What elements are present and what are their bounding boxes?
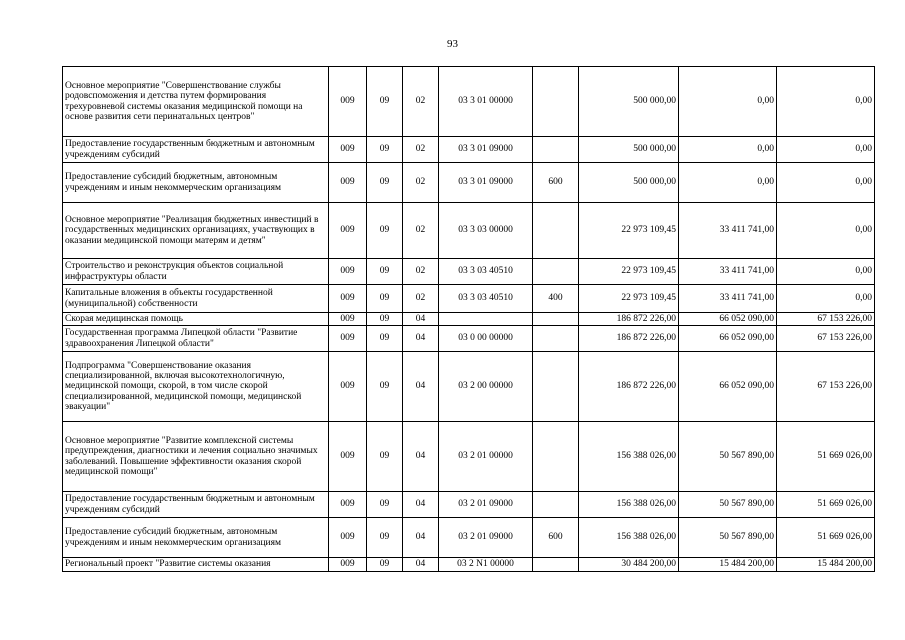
subsection-code-cell: 04 [403,326,439,352]
amount-year2-cell: 15 484 200,00 [679,558,777,572]
amount-year1-cell: 156 388 026,00 [579,422,679,492]
row-name-cell: Капитальные вложения в объекты государственной (муниципальной) собственности [63,285,329,313]
target-article-cell: 03 3 01 09000 [439,163,533,203]
table-row [63,137,875,163]
amount-year3-cell: 0,00 [777,259,875,285]
amount-year3-cell: 51 669 026,00 [777,518,875,558]
table-row [63,492,875,518]
section-code-cell: 09 [367,352,403,422]
expense-type-cell [533,137,579,163]
expense-type-cell [533,558,579,572]
ministry-code-cell: 009 [329,67,367,137]
amount-year2-cell: 33 411 741,00 [679,203,777,259]
target-article-cell: 03 2 01 09000 [439,518,533,558]
amount-year3-cell: 15 484 200,00 [777,558,875,572]
amount-year2-cell: 66 052 090,00 [679,352,777,422]
amount-year1-cell: 156 388 026,00 [579,492,679,518]
ministry-code-cell: 009 [329,518,367,558]
subsection-code-cell: 04 [403,558,439,572]
subsection-code-cell: 02 [403,285,439,313]
budget-table [62,66,875,572]
expense-type-cell [533,422,579,492]
row-name-cell: Основное мероприятие "Развитие комплексной системы предупреждения, диагностики и лечения социально значимых заболеваний. Повышение эффективности оказания скорой медицинской помощи" [63,422,329,492]
expense-type-cell: 400 [533,285,579,313]
row-name-cell: Скорая медицинская помощь [63,313,329,326]
amount-year2-cell: 66 052 090,00 [679,313,777,326]
ministry-code-cell: 009 [329,313,367,326]
row-name-cell: Подпрограмма "Совершенствование оказания специализированной, включая высокотехнологичную, медицинской помощи, скорой, в том числе скорой специализированной, медицинской помощи, медицинской эвакуации" [63,352,329,422]
row-name-cell: Государственная программа Липецкой области "Развитие здравоохранения Липецкой области" [63,326,329,352]
row-name-cell: Предоставление субсидий бюджетным, автономным учреждениям и иным некоммерческим организациям [63,163,329,203]
target-article-cell: 03 3 03 40510 [439,259,533,285]
amount-year1-cell: 500 000,00 [579,137,679,163]
ministry-code-cell: 009 [329,259,367,285]
section-code-cell: 09 [367,313,403,326]
amount-year3-cell: 67 153 226,00 [777,352,875,422]
target-article-cell: 03 3 01 00000 [439,67,533,137]
amount-year3-cell: 0,00 [777,137,875,163]
ministry-code-cell: 009 [329,163,367,203]
amount-year1-cell: 186 872 226,00 [579,326,679,352]
ministry-code-cell: 009 [329,137,367,163]
ministry-code-cell: 009 [329,352,367,422]
table-row [63,326,875,352]
expense-type-cell [533,313,579,326]
page-number: 93 [447,38,458,50]
subsection-code-cell: 04 [403,492,439,518]
amount-year3-cell: 51 669 026,00 [777,492,875,518]
target-article-cell: 03 2 01 00000 [439,422,533,492]
row-name-cell: Предоставление государственным бюджетным и автономным учреждениям субсидий [63,492,329,518]
table-row [63,67,875,137]
expense-type-cell: 600 [533,518,579,558]
amount-year2-cell: 33 411 741,00 [679,259,777,285]
target-article-cell: 03 3 01 09000 [439,137,533,163]
expense-type-cell [533,203,579,259]
table-row [63,352,875,422]
amount-year1-cell: 156 388 026,00 [579,518,679,558]
amount-year2-cell: 66 052 090,00 [679,326,777,352]
amount-year1-cell: 30 484 200,00 [579,558,679,572]
amount-year1-cell: 22 973 109,45 [579,259,679,285]
ministry-code-cell: 009 [329,422,367,492]
amount-year2-cell: 50 567 890,00 [679,518,777,558]
amount-year2-cell: 50 567 890,00 [679,492,777,518]
ministry-code-cell: 009 [329,285,367,313]
subsection-code-cell: 04 [403,518,439,558]
amount-year2-cell: 50 567 890,00 [679,422,777,492]
section-code-cell: 09 [367,518,403,558]
target-article-cell: 03 2 N1 00000 [439,558,533,572]
amount-year2-cell: 0,00 [679,67,777,137]
amount-year3-cell: 0,00 [777,203,875,259]
expense-type-cell [533,259,579,285]
ministry-code-cell: 009 [329,203,367,259]
table-row [63,313,875,326]
section-code-cell: 09 [367,492,403,518]
row-name-cell: Региональный проект "Развитие системы оказания [63,558,329,572]
row-name-cell: Основное мероприятие "Реализация бюджетных инвестиций в государственных медицинских организациях, участвующих в оказании медицинской помощи матерям и детям" [63,203,329,259]
expense-type-cell [533,67,579,137]
section-code-cell: 09 [367,67,403,137]
table-row [63,558,875,572]
subsection-code-cell: 04 [403,352,439,422]
ministry-code-cell: 009 [329,326,367,352]
ministry-code-cell: 009 [329,492,367,518]
amount-year3-cell: 67 153 226,00 [777,326,875,352]
subsection-code-cell: 02 [403,259,439,285]
amount-year1-cell: 186 872 226,00 [579,313,679,326]
section-code-cell: 09 [367,163,403,203]
subsection-code-cell: 02 [403,163,439,203]
expense-type-cell: 600 [533,163,579,203]
section-code-cell: 09 [367,422,403,492]
amount-year3-cell: 0,00 [777,67,875,137]
section-code-cell: 09 [367,558,403,572]
row-name-cell: Основное мероприятие "Совершенствование службы родовспоможения и детства путем формирования трехуровневой системы оказания медицинской помощи на основе развития сети перинатальных центров" [63,67,329,137]
target-article-cell [439,313,533,326]
target-article-cell: 03 2 01 09000 [439,492,533,518]
subsection-code-cell: 02 [403,203,439,259]
amount-year1-cell: 22 973 109,45 [579,203,679,259]
target-article-cell: 03 0 00 00000 [439,326,533,352]
target-article-cell: 03 2 00 00000 [439,352,533,422]
expense-type-cell [533,326,579,352]
amount-year3-cell: 67 153 226,00 [777,313,875,326]
row-name-cell: Предоставление субсидий бюджетным, автономным учреждениям и иным некоммерческим организациям [63,518,329,558]
table-row [63,422,875,492]
amount-year3-cell: 0,00 [777,285,875,313]
amount-year1-cell: 186 872 226,00 [579,352,679,422]
table-row [63,285,875,313]
table-row [63,163,875,203]
amount-year2-cell: 0,00 [679,163,777,203]
ministry-code-cell: 009 [329,558,367,572]
amount-year3-cell: 51 669 026,00 [777,422,875,492]
amount-year1-cell: 22 973 109,45 [579,285,679,313]
row-name-cell: Строительство и реконструкция объектов социальной инфраструктуры области [63,259,329,285]
row-name-cell: Предоставление государственным бюджетным и автономным учреждениям субсидий [63,137,329,163]
section-code-cell: 09 [367,259,403,285]
table-row [63,203,875,259]
amount-year3-cell: 0,00 [777,163,875,203]
table-row [63,518,875,558]
amount-year1-cell: 500 000,00 [579,163,679,203]
amount-year2-cell: 0,00 [679,137,777,163]
subsection-code-cell: 04 [403,422,439,492]
subsection-code-cell: 02 [403,137,439,163]
section-code-cell: 09 [367,203,403,259]
target-article-cell: 03 3 03 40510 [439,285,533,313]
expense-type-cell [533,352,579,422]
expense-type-cell [533,492,579,518]
section-code-cell: 09 [367,326,403,352]
subsection-code-cell: 02 [403,67,439,137]
target-article-cell: 03 3 03 00000 [439,203,533,259]
table-row [63,259,875,285]
section-code-cell: 09 [367,137,403,163]
amount-year2-cell: 33 411 741,00 [679,285,777,313]
section-code-cell: 09 [367,285,403,313]
amount-year1-cell: 500 000,00 [579,67,679,137]
subsection-code-cell: 04 [403,313,439,326]
